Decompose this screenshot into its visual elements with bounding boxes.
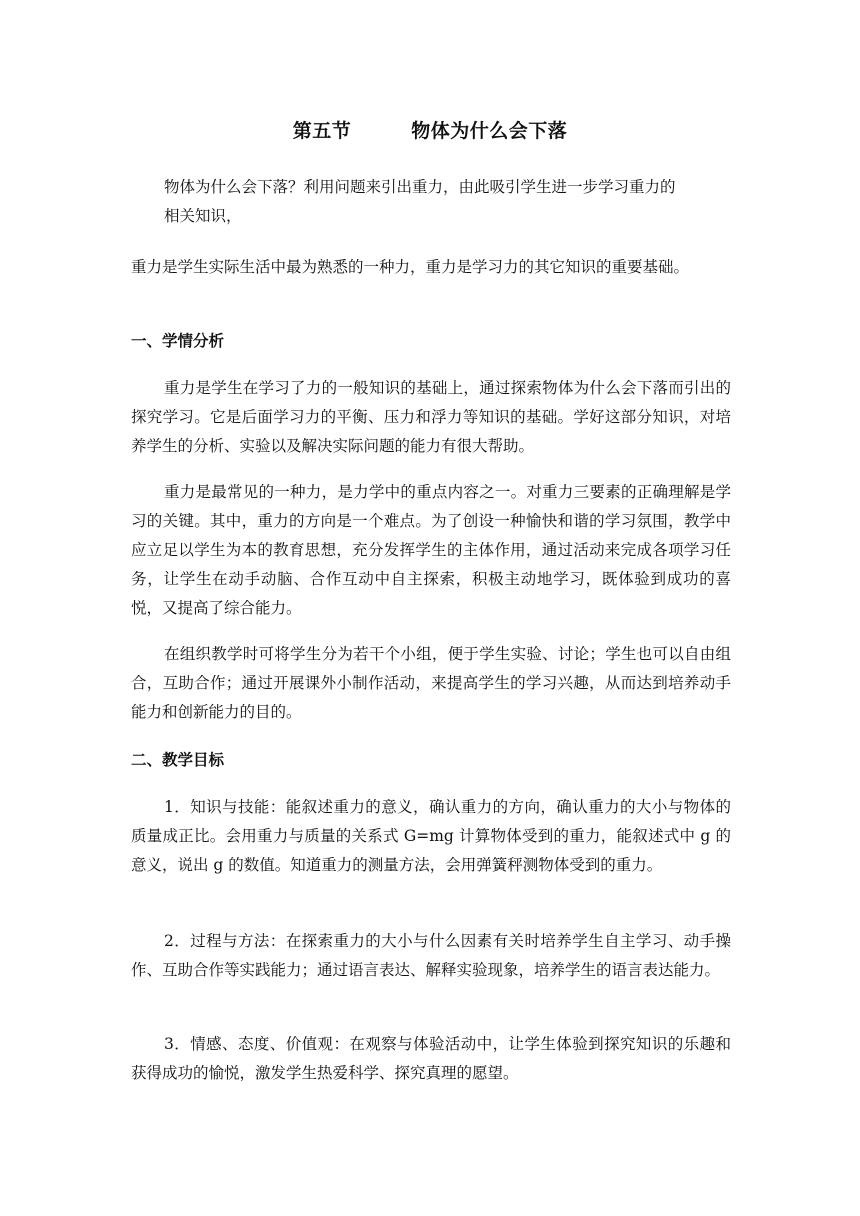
basis-paragraph: 重力是学生实际生活中最为熟悉的一种力，重力是学习力的其它知识的重要基础。 (131, 258, 690, 276)
analysis-paragraph-3: 在组织教学时可将学生分为若干个小组，便于学生实验、讨论；学生也可以自由组合，互助合作；通过开展课外小制作活动，来提高学生的学习兴趣，从而达到培养动手能力和创新能力的目的。 (131, 645, 731, 721)
goal-emotion-values: 3．情感、态度、价值观：在观察与体验活动中，让学生体验到探究知识的乐趣和获得成功的愉悦，激发学生热爱科学、探究真理的愿望。 (131, 1035, 731, 1082)
section-heading-goals: 二、教学目标 (131, 751, 225, 769)
analysis-paragraph-2: 重力是最常见的一种力，是力学中的重点内容之一。对重力三要素的正确理解是学习的关键。其中，重力的方向是一个难点。为了创设一种愉快和谐的学习氛围，教学中应立足以学生为本的教育思想，充分发挥学生的主体作用，通过活动来完成各项学习任务，让学生在动手动脑、合作互动中自主探索，积极主动地学习，既体验到成功的喜悦，又提高了综合能力。 (131, 483, 731, 617)
intro-paragraph (164, 173, 731, 231)
intro-line-2: 相关知识， (164, 207, 242, 225)
analysis-paragraph-1: 重力是学生在学习了力的一般知识的基础上，通过探索物体为什么会下落而引出的探究学习。它是后面学习力的平衡、压力和浮力等知识的基础。学好这部分知识，对培养学生的分析、实验以及解决实际问题的能力有很大帮助。 (131, 379, 731, 455)
title-name: 物体为什么会下落 (411, 120, 568, 142)
intro-line-1: 物体为什么会下落？利用问题来引出重力，由此吸引学生进一步学习重力的 (164, 178, 676, 196)
section-heading-analysis: 一、学情分析 (131, 332, 225, 350)
goal-process-method: 2．过程与方法：在探索重力的大小与什么因素有关时培养学生自主学习、动手操作、互助合作等实践能力；通过语言表达、解释实验现象，培养学生的语言表达能力。 (131, 932, 731, 979)
title-section: 第五节 (292, 120, 352, 142)
page-title (0, 116, 860, 143)
goal-knowledge-skills: 1．知识与技能：能叙述重力的意义，确认重力的方向，确认重力的大小与物体的质量成正比。会用重力与质量的关系式 G=mg 计算物体受到的重力，能叙述式中 g 的意义，说出 g 的数值。知道重力的测量方法，会用弹簧秤测物体受到的重力。 (131, 798, 731, 874)
